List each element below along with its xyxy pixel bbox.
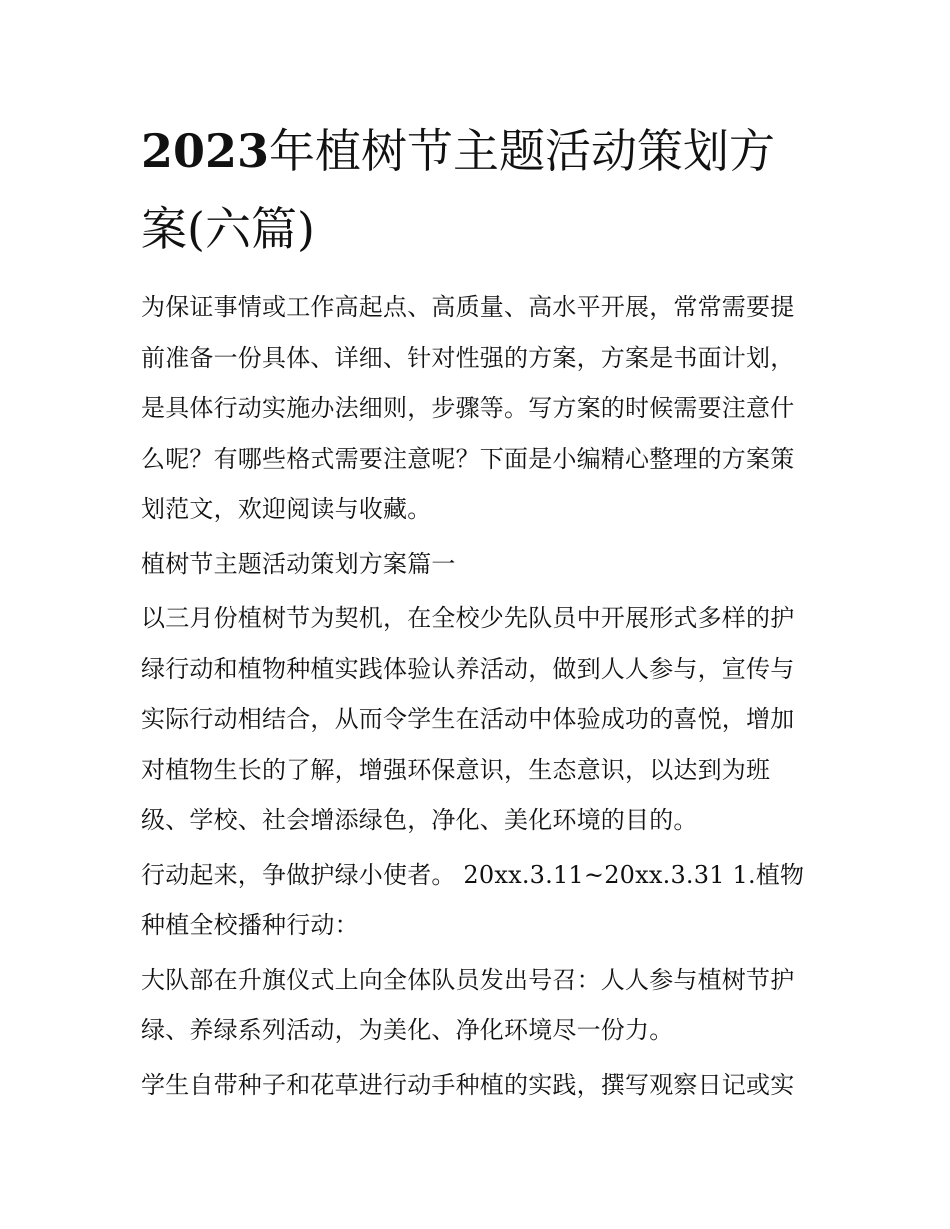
document-title bbox=[141, 112, 813, 268]
intro-paragraph: 为保证事情或工作高起点、高质量、高水平开展，常常需要提前准备一份具体、详细、针对性强的方案，方案是书面计划，是具体行动实施办法细则，步骤等。写方案的时候需要注意什么呢？有哪些格式需要注意呢？下面是小编精心整理的方案策划范文，欢迎阅读与收藏。 bbox=[141, 293, 795, 523]
purpose-paragraph: 以三月份植树节为契机，在全校少先队员中开展形式多样的护绿行动和植物种植实践体验认养活动，做到人人参与，宣传与实际行动相结合，从而令学生在活动中体验成功的喜悦，增加对植物生长的了解，增强环保意识，生态意识，以达到为班级、学校、社会增添绿色，净化、美化环境的目的。 bbox=[141, 604, 795, 834]
document-body bbox=[141, 282, 813, 1110]
title-text: 年植树节主题活动策划方案(六篇) bbox=[141, 124, 776, 256]
theme-paragraph: 行动起来，争做护绿小使者。 20xx.3.11~20xx.3.31 1.植物种植全校播种行动： bbox=[141, 860, 805, 939]
practice-paragraph: 学生自带种子和花草进行动手种植的实践，撰写观察日记或实 bbox=[141, 1070, 795, 1099]
document-content bbox=[141, 112, 813, 1110]
call-paragraph: 大队部在升旗仪式上向全体队员发出号召：人人参与植树节护绿、养绿系列活动，为美化、净化环境尽一份力。 bbox=[141, 965, 795, 1044]
title-year: 2023 bbox=[141, 124, 270, 178]
section-heading: 植树节主题活动策划方案篇一 bbox=[141, 549, 456, 578]
